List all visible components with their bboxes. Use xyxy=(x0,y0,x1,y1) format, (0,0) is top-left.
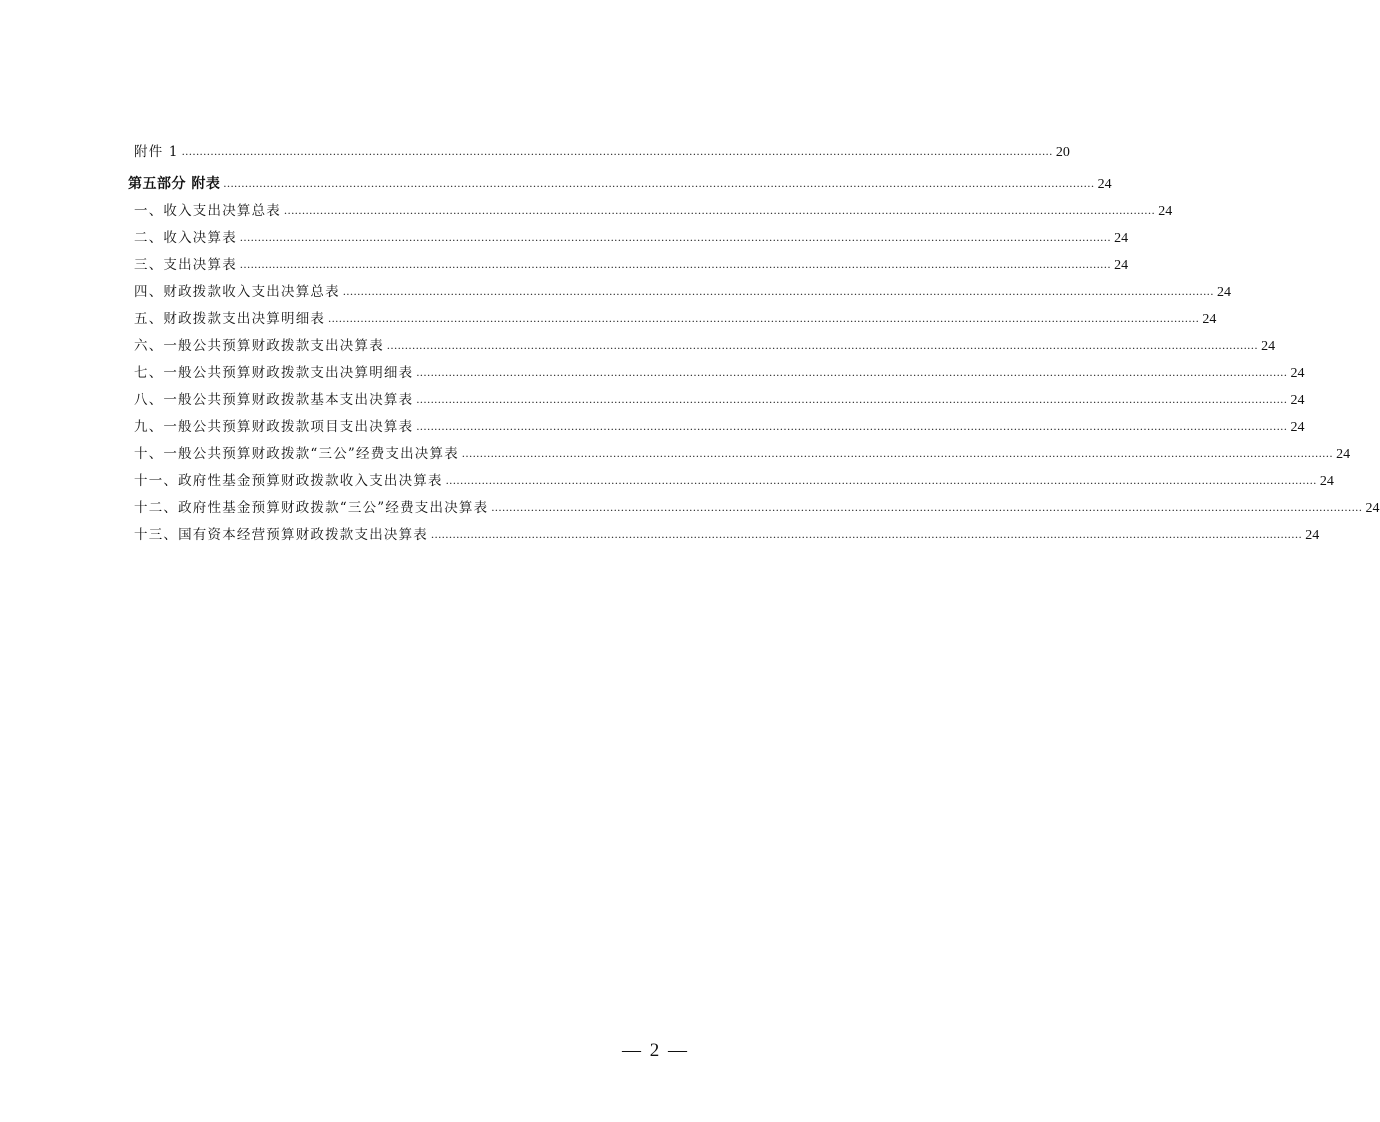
toc-dot-leader: .................................................................................................................................................................................................................................................. xyxy=(223,176,1095,190)
toc-entry-page: 24 xyxy=(1290,420,1305,435)
toc-entry-label: 五、财政拨款支出决算明细表 xyxy=(134,311,326,327)
toc-entry-label: 二、收入决算表 xyxy=(134,230,237,246)
toc-entry-label: 七、一般公共预算财政拨款支出决算明细表 xyxy=(134,365,414,381)
toc-entry-page: 24 xyxy=(1217,285,1232,300)
page-number: — 2 — xyxy=(622,1040,689,1061)
toc-entry-label: 十二、政府性基金预算财政拨款“三公”经费支出决算表 xyxy=(134,500,489,516)
toc-entry-label: 八、一般公共预算财政拨款基本支出决算表 xyxy=(134,392,414,408)
toc-entry-label: 附件 1 xyxy=(134,144,179,160)
toc-dot-leader: .................................................................................................................................................................................................................................................. xyxy=(181,144,1053,158)
toc-dot-leader: .................................................................................................................................................................................................................................................. xyxy=(386,338,1259,352)
toc-entry-page: 20 xyxy=(1055,145,1070,160)
toc-entry-page: 24 xyxy=(1202,312,1217,327)
toc-entry-page: 24 xyxy=(1261,339,1276,354)
toc-entry-page: 24 xyxy=(1305,528,1320,543)
toc-entry-label: 一、收入支出决算总表 xyxy=(134,203,281,219)
toc-entry-table-12[interactable] xyxy=(134,498,1380,518)
toc-entry-table-8[interactable] xyxy=(134,390,1305,410)
toc-entry-page: 24 xyxy=(1290,366,1305,381)
toc-dot-leader: .................................................................................................................................................................................................................................................. xyxy=(416,365,1288,379)
toc-entry-table-13[interactable] xyxy=(134,525,1320,545)
toc-section-label: 第五部分 附表 xyxy=(128,176,221,192)
toc-entry-table-10[interactable] xyxy=(134,444,1351,464)
toc-entry-table-6[interactable] xyxy=(134,336,1276,356)
toc-entry-page: 24 xyxy=(1319,474,1334,489)
toc-entry-table-1[interactable] xyxy=(134,201,1173,221)
toc-dot-leader: .................................................................................................................................................................................................................................................. xyxy=(461,446,1334,460)
toc-entry-page: 24 xyxy=(1365,501,1380,516)
toc-entry-page: 24 xyxy=(1290,393,1305,408)
toc-entry-table-11[interactable] xyxy=(134,471,1334,491)
toc-entry-table-9[interactable] xyxy=(134,417,1305,437)
toc-entry-page: 24 xyxy=(1114,258,1129,273)
toc-dot-leader: .................................................................................................................................................................................................................................................. xyxy=(431,527,1303,541)
toc-dot-leader: .................................................................................................................................................................................................................................................. xyxy=(416,419,1288,433)
toc-entry-table-3[interactable] xyxy=(134,255,1129,275)
toc-entry-page: 24 xyxy=(1336,447,1351,462)
toc-dot-leader: .................................................................................................................................................................................................................................................. xyxy=(239,230,1112,244)
toc-entry-label: 十一、政府性基金预算财政拨款收入支出决算表 xyxy=(134,473,443,489)
toc-dot-leader: .................................................................................................................................................................................................................................................. xyxy=(284,203,1156,217)
toc-entry-page: 24 xyxy=(1114,231,1129,246)
toc-entry-table-5[interactable] xyxy=(134,309,1217,329)
toc-entry-label: 十三、国有资本经营预算财政拨款支出决算表 xyxy=(134,527,428,543)
toc-entry-appendix-1[interactable] xyxy=(134,142,1070,162)
toc-dot-leader: .................................................................................................................................................................................................................................................. xyxy=(239,257,1112,271)
toc-entry-label: 六、一般公共预算财政拨款支出决算表 xyxy=(134,338,384,354)
toc-entry-table-7[interactable] xyxy=(134,363,1305,383)
toc-entry-label: 三、支出决算表 xyxy=(134,257,237,273)
toc-dot-leader: .................................................................................................................................................................................................................................................. xyxy=(416,392,1288,406)
toc-section-part-5[interactable] xyxy=(128,174,1112,194)
toc-entry-label: 四、财政拨款收入支出决算总表 xyxy=(134,284,340,300)
toc-dot-leader: .................................................................................................................................................................................................................................................. xyxy=(328,311,1200,325)
toc-entry-table-4[interactable] xyxy=(134,282,1232,302)
toc-dot-leader: .................................................................................................................................................................................................................................................. xyxy=(445,473,1317,487)
toc-entry-label: 九、一般公共预算财政拨款项目支出决算表 xyxy=(134,419,414,435)
toc-entry-page: 24 xyxy=(1097,177,1112,192)
toc-dot-leader: .................................................................................................................................................................................................................................................. xyxy=(491,500,1363,514)
toc-dot-leader: .................................................................................................................................................................................................................................................. xyxy=(342,284,1215,298)
toc-entry-label: 十、一般公共预算财政拨款“三公”经费支出决算表 xyxy=(134,446,459,462)
toc-entry-page: 24 xyxy=(1158,204,1173,219)
toc-entry-table-2[interactable] xyxy=(134,228,1129,248)
